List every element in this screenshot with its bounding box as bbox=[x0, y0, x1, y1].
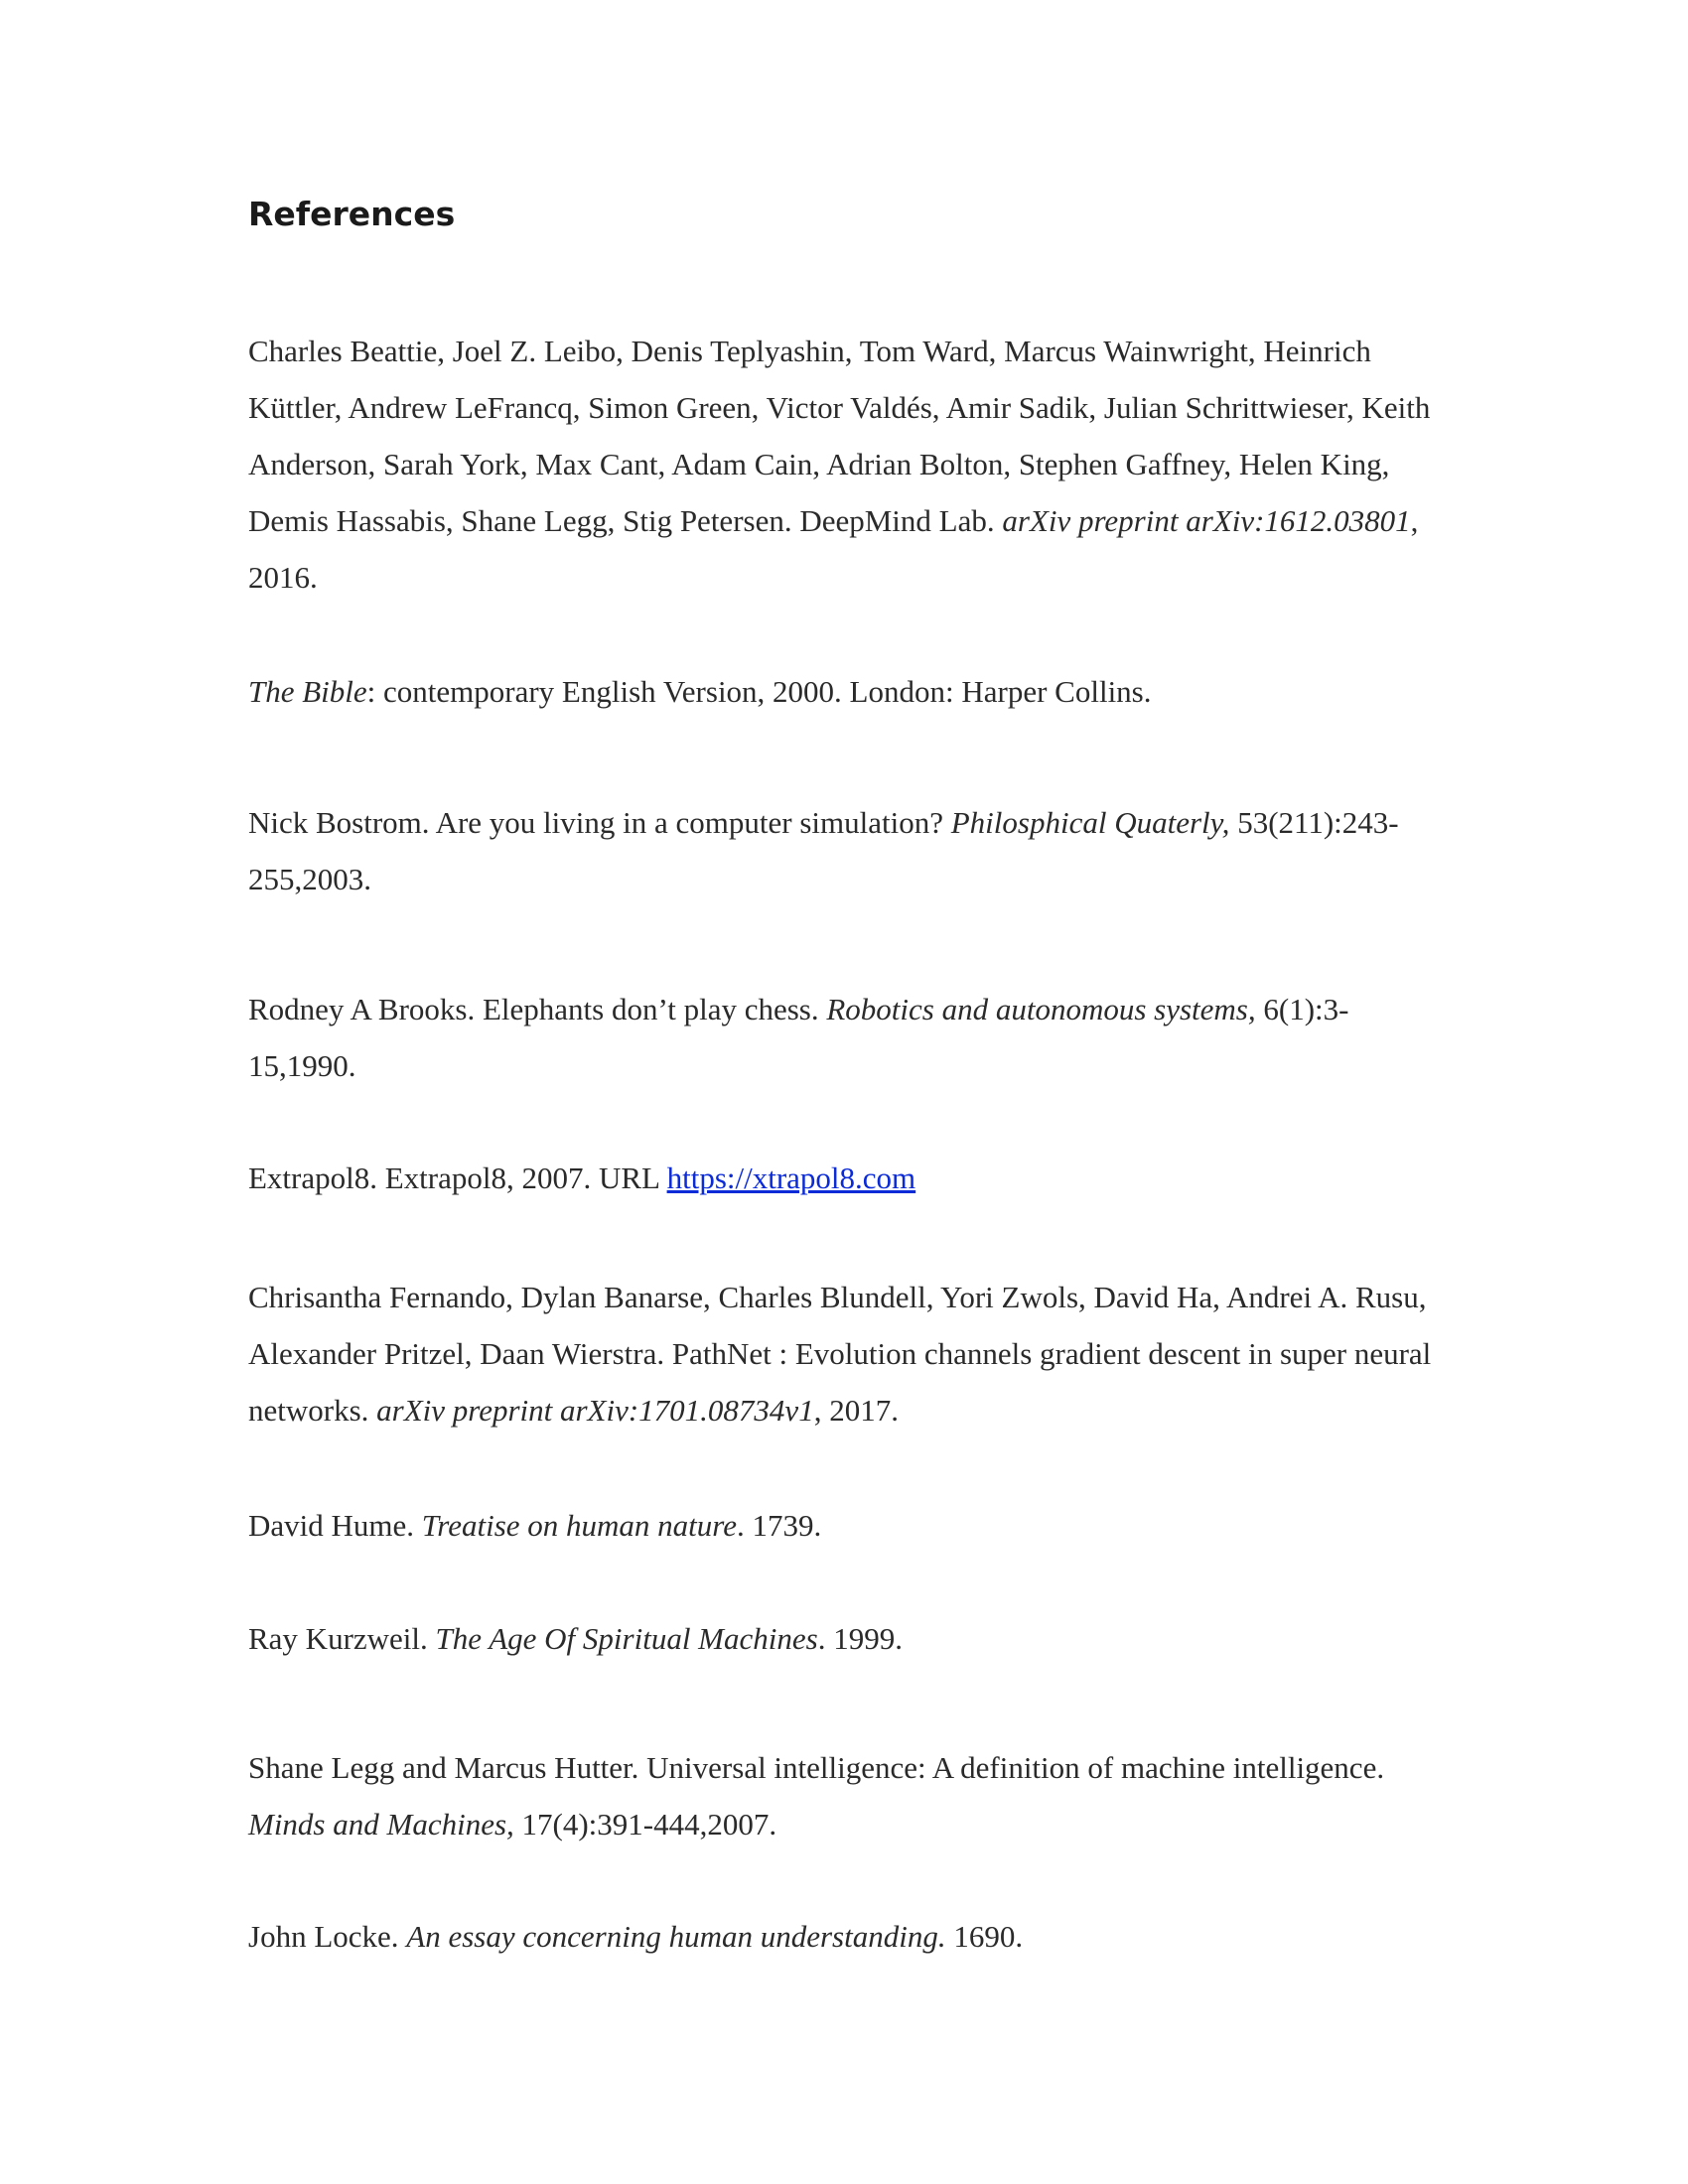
reference-entry bbox=[248, 1269, 1440, 1438]
reference-venue: An essay concerning human understanding. bbox=[406, 1919, 946, 1954]
reference-authors-title: Chrisantha Fernando, Dylan Banarse, Charles Blundell, Yori Zwols, David Ha, Andrei A. Rusu, Alexander Pritzel, Daan Wierstra. PathNet : Evolution channels gradient descent in super neural networks. bbox=[248, 1280, 1432, 1428]
reference-tail: , 2016. bbox=[248, 503, 1419, 595]
reference-tail: 53(211):243-255,2003. bbox=[248, 805, 1399, 896]
reference-title: The Bible bbox=[248, 674, 367, 709]
reference-entry bbox=[248, 1150, 1440, 1206]
reference-tail: . 1999. bbox=[817, 1621, 903, 1656]
reference-authors-title: Nick Bostrom. Are you living in a computer simulation? bbox=[248, 805, 943, 840]
reference-tail: 1690. bbox=[945, 1919, 1024, 1954]
references-heading: References bbox=[248, 195, 456, 233]
reference-authors-title: John Locke. bbox=[248, 1919, 399, 1954]
reference-tail: , 2017. bbox=[813, 1393, 899, 1428]
reference-authors-title: Shane Legg and Marcus Hutter. Universal intelligence: A definition of machine intelligence. bbox=[248, 1750, 1385, 1785]
reference-entry bbox=[248, 1908, 1440, 1965]
reference-entry bbox=[248, 1739, 1440, 1852]
reference-entry bbox=[248, 981, 1440, 1094]
reference-entry bbox=[248, 1497, 1440, 1554]
reference-tail: . 1739. bbox=[736, 1508, 822, 1543]
reference-entry bbox=[248, 323, 1440, 606]
reference-tail: 17(4):391-444,2007. bbox=[513, 1807, 777, 1842]
reference-tail: 6(1):3-15,1990. bbox=[248, 992, 1349, 1083]
reference-venue: Minds and Machines, bbox=[248, 1807, 514, 1842]
reference-venue: The Age Of Spiritual Machines bbox=[435, 1621, 818, 1656]
reference-authors-title: Extrapol8. Extrapol8, 2007. URL bbox=[248, 1160, 659, 1195]
reference-url-link[interactable]: https://xtrapol8.com bbox=[666, 1160, 916, 1195]
reference-venue: arXiv preprint arXiv:1701.08734v1 bbox=[376, 1393, 814, 1428]
reference-tail: : contemporary English Version, 2000. London: Harper Collins. bbox=[366, 674, 1152, 709]
reference-venue: Philosphical Quaterly, bbox=[950, 805, 1230, 840]
reference-authors-title: Charles Beattie, Joel Z. Leibo, Denis Teplyashin, Tom Ward, Marcus Wainwright, Heinrich Küttler, Andrew LeFrancq, Simon Green, Victor Valdés, Amir Sadik, Julian Schrittwieser, Keith Anderson, Sarah York, Max Cant, Adam Cain, Adrian Bolton, Stephen Gaffney, Helen King, Demis Hassabis, Shane Legg, Stig Petersen. DeepMind Lab. bbox=[248, 334, 1431, 538]
reference-authors-title: Ray Kurzweil. bbox=[248, 1621, 428, 1656]
reference-venue: Treatise on human nature bbox=[421, 1508, 737, 1543]
reference-venue: arXiv preprint arXiv:1612.03801 bbox=[1002, 503, 1411, 538]
reference-entry bbox=[248, 1610, 1440, 1667]
reference-entry bbox=[248, 663, 1440, 720]
reference-authors-title: David Hume. bbox=[248, 1508, 415, 1543]
reference-venue: Robotics and autonomous systems, bbox=[826, 992, 1256, 1026]
reference-authors-title: Rodney A Brooks. Elephants don’t play chess. bbox=[248, 992, 819, 1026]
reference-entry bbox=[248, 794, 1440, 907]
